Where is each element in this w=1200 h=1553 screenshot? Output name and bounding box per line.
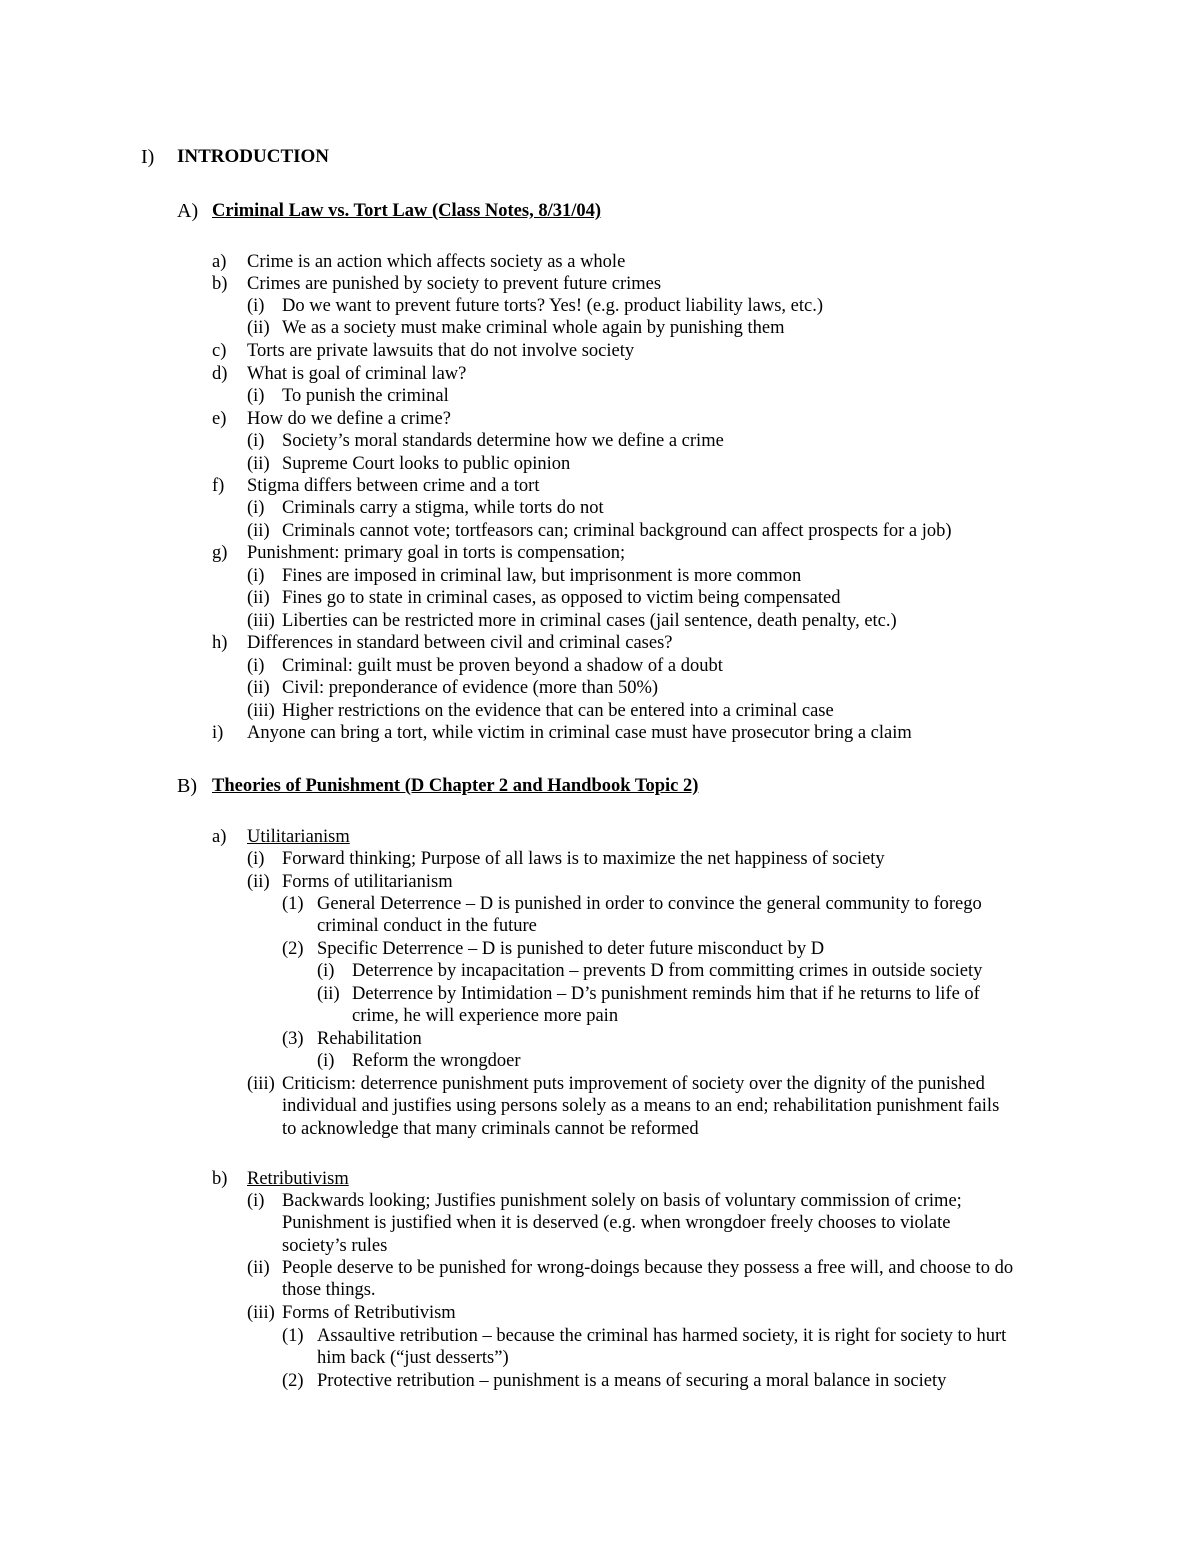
list-marker: c) [212, 341, 227, 361]
list-marker: f) [212, 476, 225, 496]
list-marker: h) [212, 633, 228, 653]
list-marker: i) [212, 723, 224, 743]
list-item: Backwards looking; Justifies punishment solely on basis of voluntary commission of crime; [282, 1191, 962, 1211]
list-item: How do we define a crime? [247, 409, 451, 429]
list-item: People deserve to be punished for wrong-doings because they possess a free will, and choose to do [282, 1258, 1014, 1278]
list-marker: (iii) [247, 1074, 275, 1094]
list-item: Punishment: primary goal in torts is compensation; [247, 543, 626, 563]
section-i-marker: I) [141, 146, 155, 168]
list-marker: (i) [247, 498, 265, 518]
list-marker: (iii) [247, 1303, 275, 1323]
list-item: Crimes are punished by society to prevent future crimes [247, 274, 662, 294]
list-item: criminal conduct in the future [317, 916, 537, 936]
list-marker: (ii) [247, 1258, 270, 1278]
list-marker: g) [212, 543, 228, 563]
list-item: Forms of utilitarianism [282, 872, 453, 892]
list-item: Utilitarianism [247, 827, 350, 847]
section-b-title: Theories of Punishment (D Chapter 2 and Handbook Topic 2) [212, 776, 699, 796]
list-item: Deterrence by incapacitation – prevents D from committing crimes in outside society [352, 961, 983, 981]
list-item: Liberties can be restricted more in criminal cases (jail sentence, death penalty, etc.) [282, 611, 897, 631]
list-marker: (i) [247, 849, 265, 869]
list-item: Crime is an action which affects society as a whole [247, 252, 626, 272]
section-a-marker: A) [177, 200, 199, 222]
list-marker: b) [212, 274, 228, 294]
list-item: Fines are imposed in criminal law, but imprisonment is more common [282, 566, 802, 586]
list-item: Supreme Court looks to public opinion [282, 454, 571, 474]
list-marker: a) [212, 827, 227, 847]
list-marker: (i) [317, 1051, 335, 1071]
list-item: Punishment is justified when it is deserved (e.g. when wrongdoer freely chooses to violate [282, 1213, 951, 1233]
section-a-title: Criminal Law vs. Tort Law (Class Notes, 8/31/04) [212, 201, 602, 221]
list-item: crime, he will experience more pain [352, 1006, 619, 1026]
list-item: Deterrence by Intimidation – D’s punishment reminds him that if he returns to life of [352, 984, 980, 1004]
list-item: Criminals cannot vote; tortfeasors can; criminal background can affect prospects for a job) [282, 521, 952, 541]
list-marker: (1) [282, 1326, 304, 1346]
list-item: Specific Deterrence – D is punished to deter future misconduct by D [317, 939, 825, 959]
list-item: to acknowledge that many criminals cannot be reformed [282, 1119, 699, 1139]
list-item: Criminal: guilt must be proven beyond a shadow of a doubt [282, 656, 723, 676]
list-marker: (ii) [317, 984, 340, 1004]
section-i-title: INTRODUCTION [177, 146, 330, 167]
list-item: Assaultive retribution – because the criminal has harmed society, it is right for society to hurt [317, 1326, 1007, 1346]
list-marker: (iii) [247, 701, 275, 721]
list-marker: (iii) [247, 611, 275, 631]
list-item: Stigma differs between crime and a tort [247, 476, 540, 496]
list-marker: (ii) [247, 521, 270, 541]
list-item: Higher restrictions on the evidence that can be entered into a criminal case [282, 701, 834, 721]
list-marker: (i) [247, 296, 265, 316]
list-marker: (ii) [247, 454, 270, 474]
list-marker: d) [212, 364, 228, 384]
list-marker: (3) [282, 1029, 304, 1049]
section-b-marker: B) [177, 775, 197, 797]
list-item: Differences in standard between civil and criminal cases? [247, 633, 673, 653]
list-item: What is goal of criminal law? [247, 364, 467, 384]
list-item: Forward thinking; Purpose of all laws is to maximize the net happiness of society [282, 849, 885, 869]
list-item: We as a society must make criminal whole again by punishing them [282, 318, 785, 338]
list-item: Retributivism [247, 1169, 349, 1189]
list-item: Forms of Retributivism [282, 1303, 456, 1323]
list-item: individual and justifies using persons solely as a means to an end; rehabilitation punishment fails [282, 1096, 1000, 1116]
list-marker: (2) [282, 939, 304, 959]
list-marker: (i) [247, 656, 265, 676]
list-marker: (i) [247, 431, 265, 451]
list-marker: (i) [247, 1191, 265, 1211]
list-item: Do we want to prevent future torts? Yes! (e.g. product liability laws, etc.) [282, 296, 823, 316]
list-item: General Deterrence – D is punished in order to convince the general community to forego [317, 894, 982, 914]
list-marker: (ii) [247, 872, 270, 892]
list-marker: (1) [282, 894, 304, 914]
list-item: Fines go to state in criminal cases, as opposed to victim being compensated [282, 588, 841, 608]
list-marker: (ii) [247, 318, 270, 338]
list-item: Rehabilitation [317, 1029, 422, 1049]
list-marker: (2) [282, 1371, 304, 1391]
list-item: Criticism: deterrence punishment puts improvement of society over the dignity of the punished [282, 1074, 985, 1094]
list-item: Anyone can bring a tort, while victim in criminal case must have prosecutor bring a claim [247, 723, 912, 743]
list-marker: (ii) [247, 588, 270, 608]
list-marker: (i) [247, 386, 265, 406]
list-item: Civil: preponderance of evidence (more than 50%) [282, 678, 659, 698]
list-item: Society’s moral standards determine how we define a crime [282, 431, 724, 451]
list-marker: (i) [247, 566, 265, 586]
list-item: To punish the criminal [282, 386, 449, 406]
list-marker: b) [212, 1169, 228, 1189]
list-item: society’s rules [282, 1236, 388, 1256]
list-item: Reform the wrongdoer [352, 1051, 521, 1071]
list-item: Protective retribution – punishment is a means of securing a moral balance in society [317, 1371, 947, 1391]
list-item: Criminals carry a stigma, while torts do not [282, 498, 604, 518]
list-marker: (ii) [247, 678, 270, 698]
list-marker: a) [212, 252, 227, 272]
list-marker: e) [212, 409, 227, 429]
list-item: those things. [282, 1280, 376, 1300]
list-marker: (i) [317, 961, 335, 981]
list-item: Torts are private lawsuits that do not involve society [247, 341, 635, 361]
list-item: him back (“just desserts”) [317, 1348, 509, 1368]
